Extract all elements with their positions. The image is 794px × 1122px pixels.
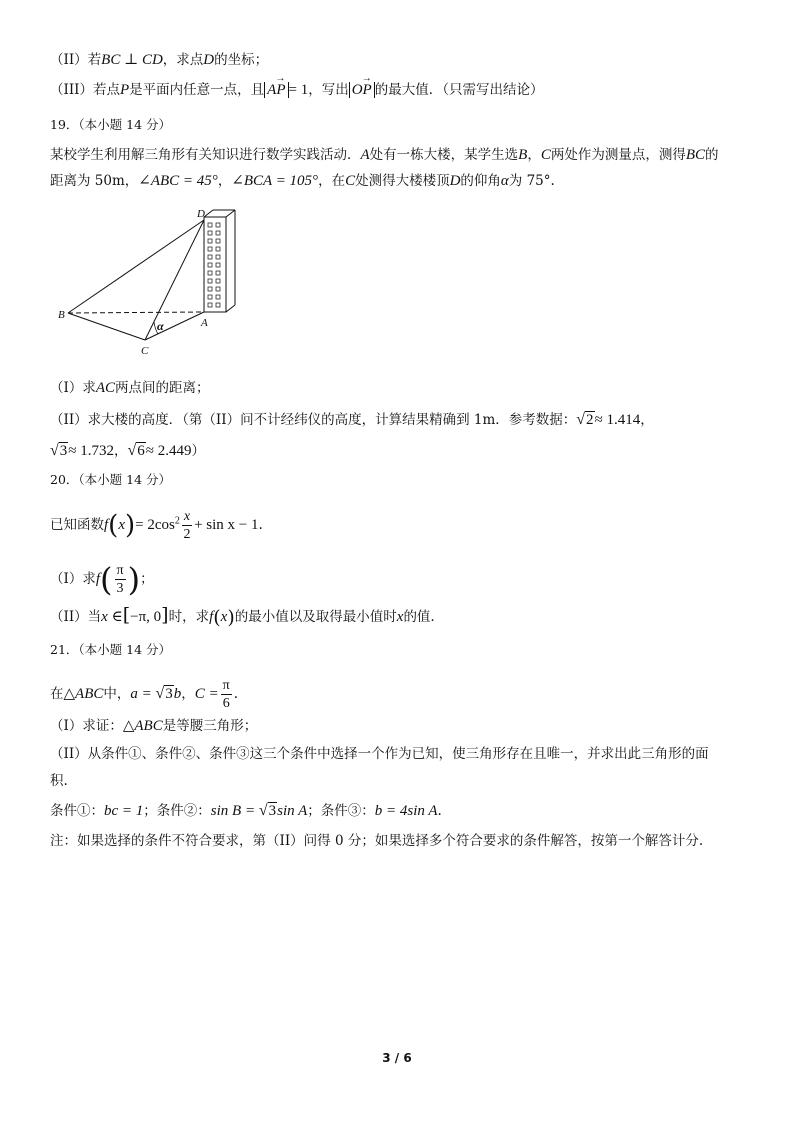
q21-header: 21．（本小题 14 分）: [50, 642, 172, 657]
q21-given: 在△ABC中，a = √3b，C = $\frac{\pi}{6}$ .: [50, 678, 239, 711]
sqrt-2: √2: [576, 411, 594, 428]
line-BA-dashed: [68, 312, 204, 313]
q20-part1: （I）求f( $\frac{\pi}{3}$ )；: [50, 560, 154, 599]
sqrt-3-b: √3: [258, 802, 277, 819]
q21-part2: （II）从条件①、条件②、条件③这三个条件中选择一个作为已知，使三角形存在且唯一，并求出此三角形的面: [50, 746, 709, 762]
building: [204, 210, 235, 312]
frac-pi-over-3: $\frac{\pi}{3}$: [116, 563, 124, 596]
building-diagram: [55, 205, 245, 360]
q21-conditions: 条件①：bc = 1；条件②：sin B = √3sin A；条件③：b = 4sin A.: [50, 802, 442, 819]
label-B: B: [58, 309, 65, 321]
line-BD: [68, 220, 204, 313]
q21-part2-cont: 积.: [50, 773, 68, 789]
label-C: C: [141, 345, 149, 357]
q18-part2: （II）若BC ⊥ CD，求点D的坐标；: [50, 52, 269, 68]
line-CA: [145, 312, 204, 340]
q19-part2-cont: √3≈ 1.732，√6≈ 2.449）: [50, 442, 206, 459]
sqrt-3: √3: [50, 442, 68, 459]
q21-part1: （I）求证：△ABC是等腰三角形；: [50, 718, 258, 734]
frac-x-over-2: $\frac{x}{2}$: [183, 509, 191, 542]
label-alpha: α: [157, 319, 164, 333]
q20-part2: （II）当x ∈[−π, 0]时，求f(x)的最小值以及取得最小值时x的值.: [50, 604, 435, 629]
sqrt-3-a: √3: [155, 685, 173, 702]
q19-line1: 某校学生利用解三角形有关知识进行数学实践活动．A处有一栋大楼，某学生选B，C两处作为测量点，测得BC的: [50, 147, 719, 163]
q19-part2: （II）求大楼的高度．（第（II）问不计经纬仪的高度，计算结果精确到 1m．参考数据：√2≈ 1.414，: [50, 411, 654, 428]
label-D: D: [197, 208, 205, 220]
q19-header: 19．（本小题 14 分）: [50, 117, 172, 132]
line-CD: [145, 220, 204, 340]
q21-note: 注：如果选择的条件不符合要求，第（II）问得 0 分；如果选择多个符合要求的条件解答，按第一个解答计分.: [50, 833, 704, 849]
sqrt-6: √6: [127, 442, 145, 459]
q20-def: 已知函数$f(x)= 2\cos^2$ $\frac{x}{2}$ + sin x − 1.: [50, 509, 263, 542]
line-BC: [68, 313, 145, 340]
q19-line2: 距离为 50m，∠ABC = 45°，∠BCA = 105°，在C处测得大楼楼顶D的仰角α为 75°.: [50, 173, 555, 189]
q20-header: 20．（本小题 14 分）: [50, 472, 172, 487]
page-number: 3 / 6: [382, 1051, 412, 1065]
label-A: A: [201, 317, 208, 329]
frac-pi-over-6: $\frac{\pi}{6}$: [222, 678, 230, 711]
q18-part3: （III）若点P是平面内任意一点，且→ AP = 1，写出→ OP 的最大值．（只需写出结论）: [50, 80, 543, 100]
q19-part1: （I）求AC两点间的距离；: [50, 380, 210, 396]
abs-ap: → AP: [264, 82, 288, 98]
abs-op: → OP: [349, 82, 375, 98]
